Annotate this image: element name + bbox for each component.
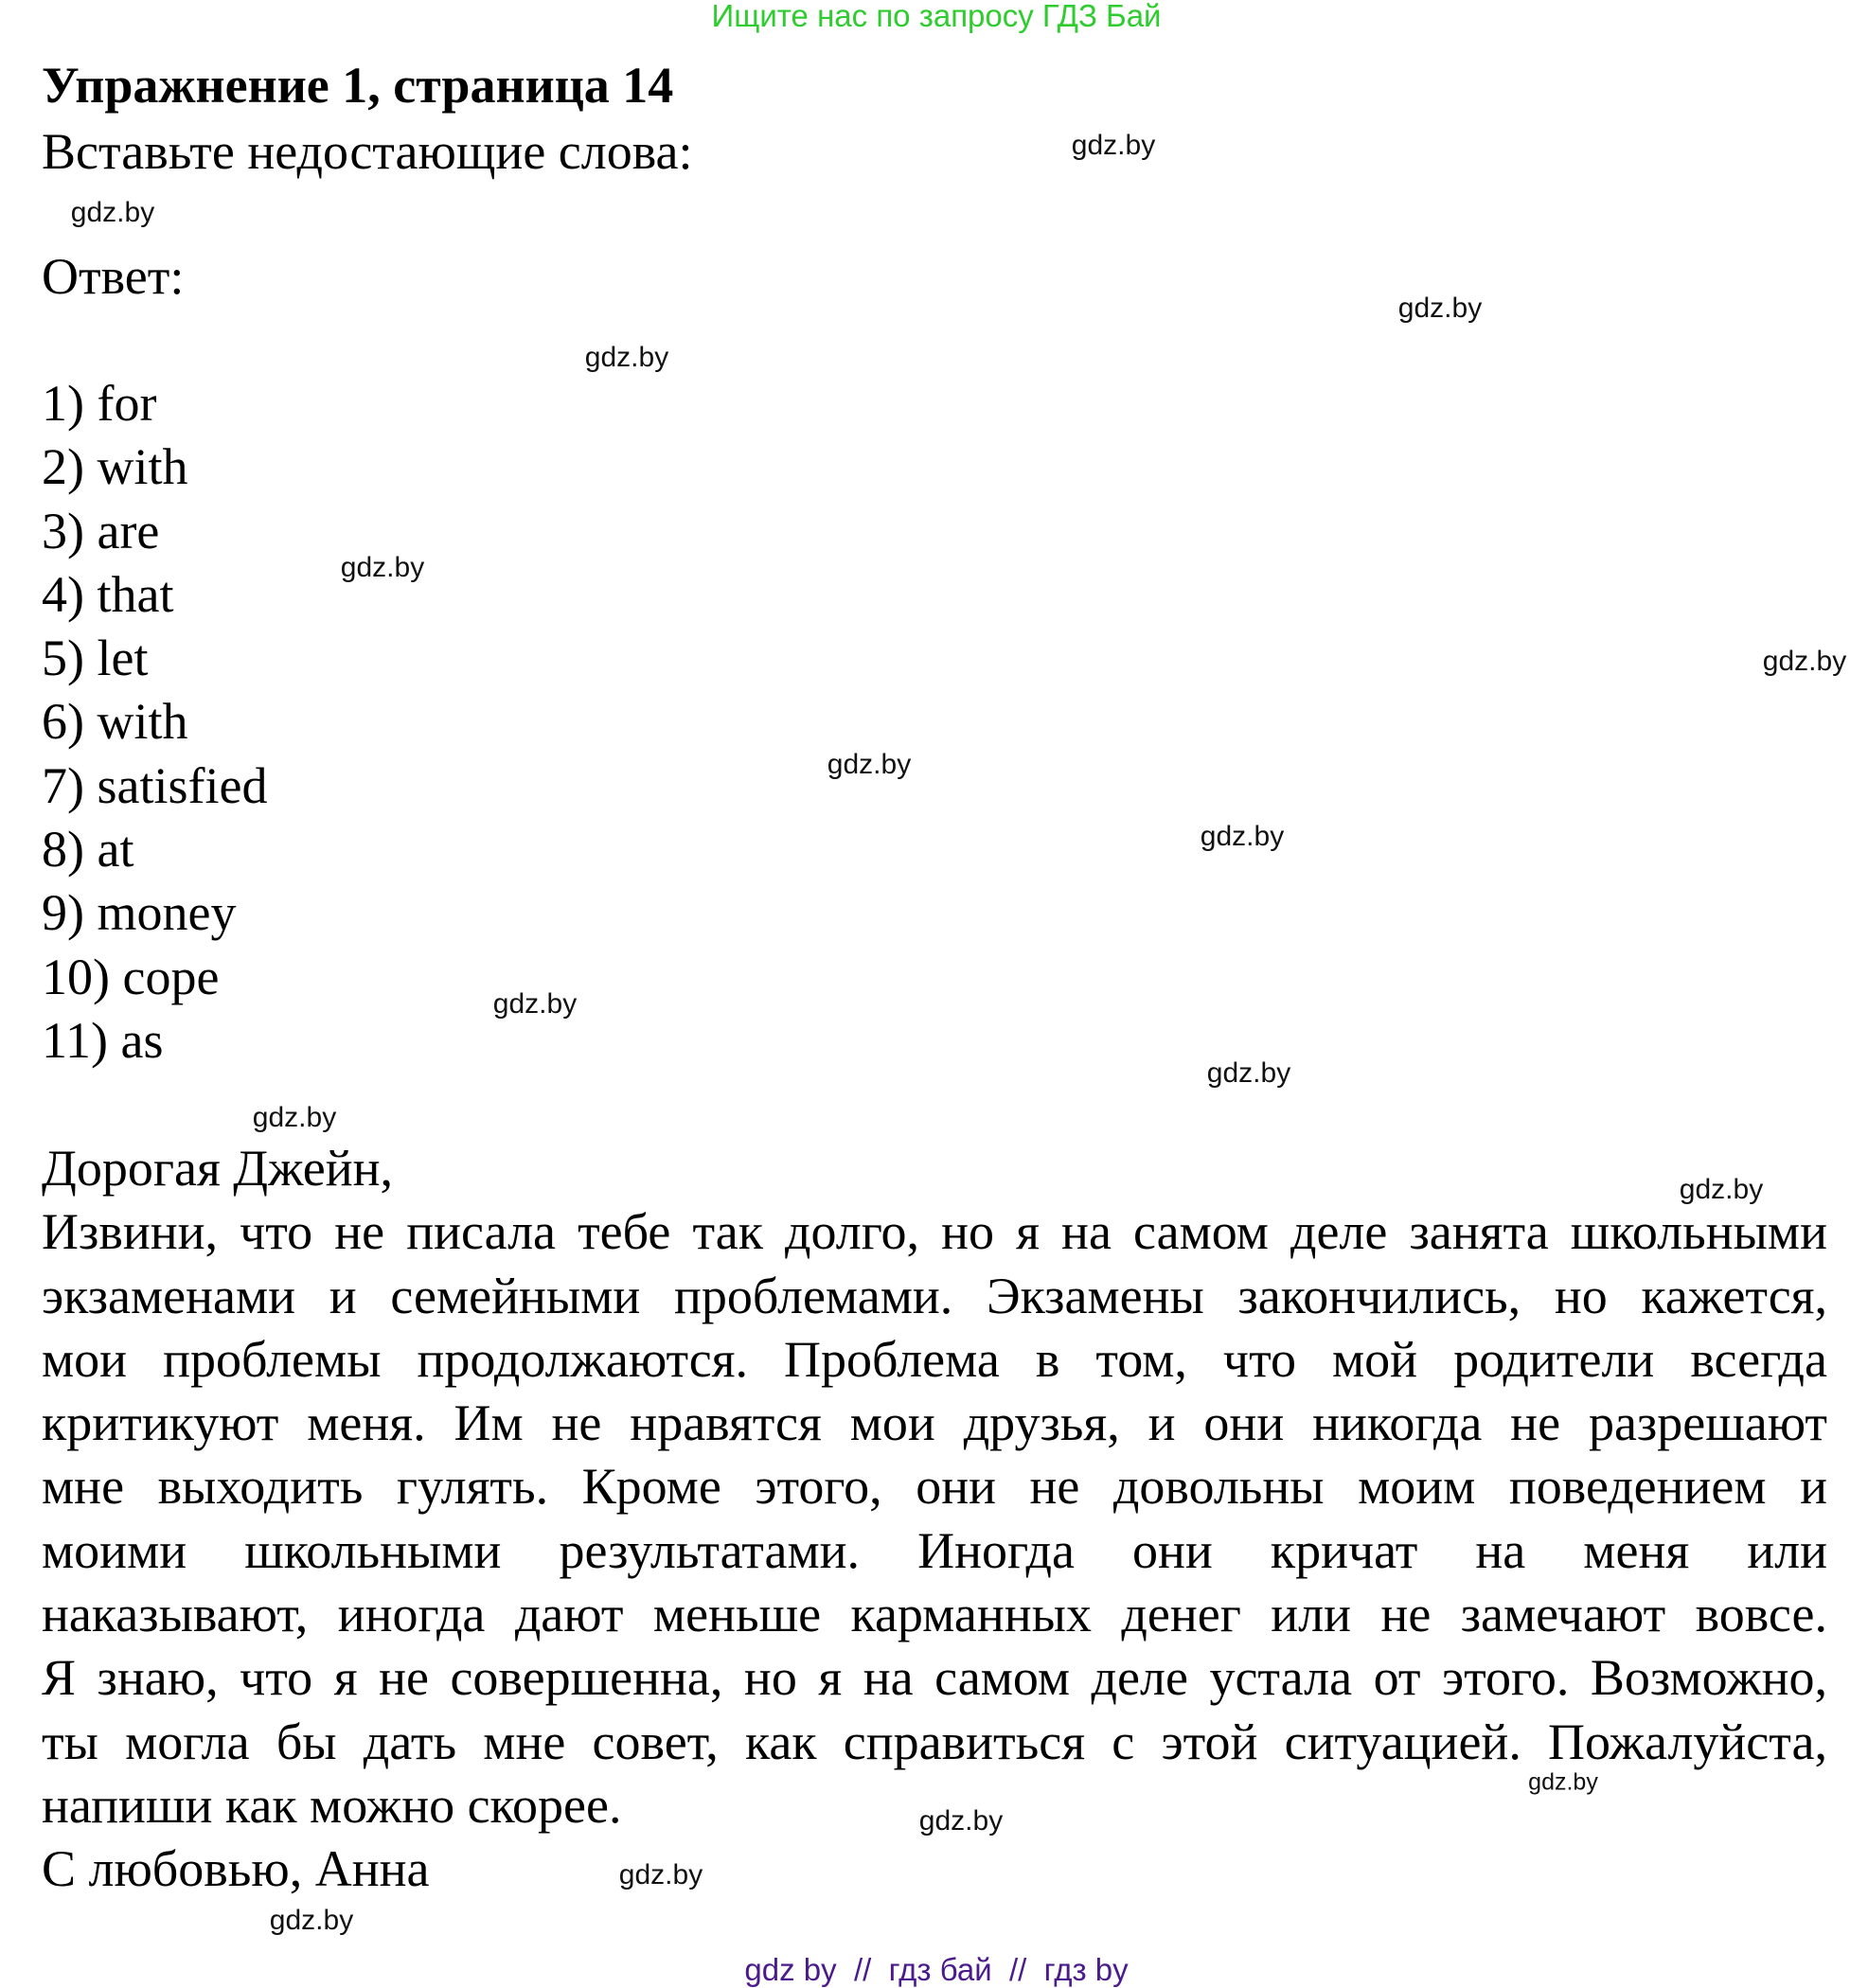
letter-line: Извини, что не писала тебе так долго, но я на самом деле занята школьными bbox=[42, 1203, 1827, 1261]
letter-line: ты могла бы дать мне совет, как справиться с этой ситуацией. Пожалуйста, bbox=[42, 1713, 1827, 1770]
answer-item: 8) at bbox=[42, 821, 134, 879]
answer-item: 1) for bbox=[42, 375, 157, 432]
letter-line: критикуют меня. Им не нравятся мои друзья, и они никогда не разрешают bbox=[42, 1394, 1827, 1452]
footer-links[interactable]: gdz by // гдз бай // гдз by bbox=[744, 1952, 1129, 1987]
letter-line: наказывают, иногда дают меньше карманных денег или не замечают вовсе. bbox=[42, 1586, 1827, 1643]
watermark: gdz.by bbox=[269, 1905, 354, 1936]
watermark: gdz.by bbox=[492, 988, 578, 1020]
watermark: gdz.by bbox=[1679, 1174, 1764, 1205]
letter-greeting: Дорогая Джейн, bbox=[42, 1140, 393, 1197]
watermark: gdz.by bbox=[618, 1859, 703, 1890]
watermark: gdz.by bbox=[918, 1805, 1004, 1837]
answer-label: Ответ: bbox=[42, 248, 185, 305]
answer-item: 3) are bbox=[42, 502, 160, 559]
watermark: gdz.by bbox=[340, 552, 425, 583]
watermark: gdz.by bbox=[584, 342, 669, 373]
instruction: Вставьте недостающие слова: bbox=[42, 123, 693, 180]
answer-item: 7) satisfied bbox=[42, 756, 268, 814]
watermark: gdz.by bbox=[1528, 1768, 1598, 1796]
watermark: gdz.by bbox=[1762, 646, 1847, 677]
answer-item: 9) money bbox=[42, 884, 237, 942]
page-title: Упражнение 1, страница 14 bbox=[42, 57, 674, 114]
letter-line: моими школьными результатами. Иногда они кричат на меня или bbox=[42, 1521, 1827, 1579]
watermark: gdz.by bbox=[1397, 293, 1483, 324]
watermark: gdz.by bbox=[1200, 821, 1285, 852]
letter-line: напиши как можно скорее. bbox=[42, 1776, 622, 1834]
watermark: gdz.by bbox=[1206, 1057, 1291, 1089]
search-banner[interactable]: Ищите нас по запросу ГДЗ Бай bbox=[711, 0, 1162, 33]
answer-item: 4) that bbox=[42, 565, 174, 623]
answer-item: 10) cope bbox=[42, 948, 220, 1005]
letter-line: экзаменами и семейными проблемами. Экзамены закончились, но кажется, bbox=[42, 1267, 1827, 1324]
answer-item: 6) with bbox=[42, 693, 188, 751]
watermark: gdz.by bbox=[1071, 130, 1156, 161]
watermark: gdz.by bbox=[252, 1102, 337, 1133]
watermark: gdz.by bbox=[827, 749, 912, 780]
letter-closing: С любовью, Анна bbox=[42, 1840, 430, 1898]
letter-line: мне выходить гулять. Кроме этого, они не довольны моим поведением и bbox=[42, 1458, 1827, 1516]
answer-item: 5) let bbox=[42, 630, 149, 687]
answer-list bbox=[42, 372, 267, 1073]
watermark: gdz.by bbox=[70, 197, 155, 228]
answer-item: 11) as bbox=[42, 1011, 164, 1069]
letter-line: Я знаю, что я не совершенна, но я на самом деле устала от этого. Возможно, bbox=[42, 1649, 1827, 1707]
answer-item: 2) with bbox=[42, 438, 188, 496]
letter-line: мои проблемы продолжаются. Проблема в том, что мой родители всегда bbox=[42, 1330, 1827, 1388]
